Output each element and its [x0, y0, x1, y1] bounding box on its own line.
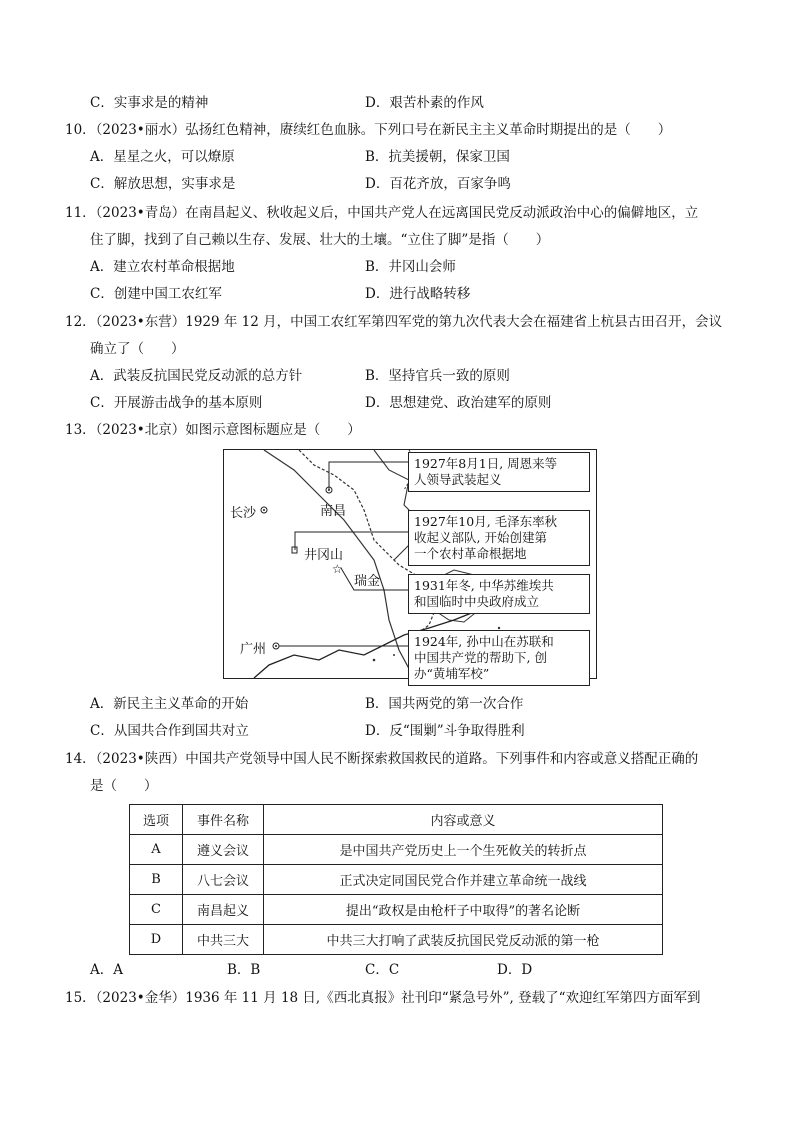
q10-stem: 10．（2023•丽水）弘扬红色精神，赓续红色血脉。下列口号在新民主主义革命时期提出的是（ ） — [65, 122, 672, 138]
q11-stem-line1: 11．（2023•青岛）在南昌起义、秋收起义后，中国共产党人在远离国民党反动派政治中心的偏僻地区，立 — [65, 205, 699, 221]
q14-option-c: C．C — [365, 962, 400, 978]
q12-stem-line2: 确立了（ ） — [90, 341, 185, 357]
q14-stem-line1: 14．（2023•陕西）中国共产党领导中国人民不断探索救国救民的道路。下列事件和内容或意义搭配正确的 — [65, 751, 699, 767]
table-row — [130, 865, 663, 895]
q15-stem-line1: 15．（2023•金华）1936 年 11 月 18 日,《西北真报》社刊印“紧急号外”, 登载了“欢迎红军第四方面军到 — [65, 990, 701, 1006]
q12-option-a: A．武装反抗国民党反动派的总方针 — [90, 368, 303, 384]
q9-option-c: C．实事求是的精神 — [90, 95, 209, 111]
q10-option-a: A．星星之火，可以燎原 — [90, 149, 235, 165]
cell-content: 是中国共产党历史上一个生死攸关的转折点 — [264, 835, 663, 865]
q12-option-b: B．坚持官兵一致的原则 — [365, 368, 510, 384]
q14-option-a: A．A — [90, 962, 123, 978]
header-content: 内容或意义 — [264, 805, 663, 835]
cell-option: C — [130, 895, 183, 925]
leader-line-1 — [329, 462, 408, 490]
cell-content: 中共三大打响了武装反抗国民党反动派的第一枪 — [264, 925, 663, 955]
label-changsha: 长沙 — [230, 506, 257, 521]
q10-option-c: C．解放思想，实事求是 — [90, 176, 236, 192]
q11-option-b: B．井冈山会师 — [365, 259, 456, 275]
q13-option-c: C．从国共合作到国共对立 — [90, 723, 249, 739]
q10-option-d: D．百花齐放，百家争鸣 — [365, 176, 511, 192]
callout-jinggangshan: 1927年10月, 毛泽东率秋 收起义部队, 开始创建第 一个农村革命根据地 — [408, 510, 590, 566]
q11-stem-line2: 住了脚，找到了自己赖以生存、发展、壮大的土壤。“立住了脚”是指（ ） — [90, 232, 550, 248]
label-guangzhou: 广州 — [240, 642, 267, 657]
q12-stem-line1: 12．（2023•东营）1929 年 12 月，中国工农红军第四军党的第九次代表大会在福建省上杭县古田召开，会议 — [65, 314, 723, 330]
header-option: 选项 — [130, 805, 183, 835]
cell-option: A — [130, 835, 183, 865]
q11-option-c: C．创建中国工农红军 — [90, 286, 222, 302]
q13-option-a: A．新民主主义革命的开始 — [90, 696, 249, 712]
cell-event: 遵义会议 — [183, 835, 264, 865]
cell-event: 八七会议 — [183, 865, 264, 895]
q14-stem-line2: 是（ ） — [90, 778, 158, 794]
callout-ruijin: 1931年冬, 中华苏维埃共 和国临时中央政府成立 — [408, 574, 590, 614]
q11-option-a: A．建立农村革命根据地 — [90, 259, 235, 275]
q14-option-d: D．D — [497, 962, 533, 978]
cell-option: B — [130, 865, 183, 895]
q13-map — [223, 449, 597, 679]
callout-whampoa: 1924年, 孙中山在苏联和 中国共产党的帮助下, 创 办“黄埔军校” — [408, 630, 590, 686]
cell-event: 南昌起义 — [183, 895, 264, 925]
table-row — [130, 895, 663, 925]
q10-option-b: B．抗美援朝，保家卫国 — [365, 149, 510, 165]
table-header-row — [130, 805, 663, 835]
cell-option: D — [130, 925, 183, 955]
label-jinggangshan: 井冈山 — [304, 548, 344, 563]
label-nanchang: 南昌 — [320, 504, 347, 519]
q14-table — [129, 804, 663, 955]
q13-option-d: D．反“围剿”斗争取得胜利 — [365, 723, 525, 739]
label-ruijin: 瑞金 — [354, 574, 381, 589]
q13-stem: 13．（2023•北京）如图示意图标题应是（ ） — [65, 422, 361, 438]
q9-option-d: D．艰苦朴素的作风 — [365, 95, 484, 111]
cell-event: 中共三大 — [183, 925, 264, 955]
q11-option-d: D．进行战略转移 — [365, 286, 471, 302]
header-event: 事件名称 — [183, 805, 264, 835]
table-row — [130, 925, 663, 955]
callout-nanchang-uprising: 1927年8月1日, 周恩来等 人领导武装起义 — [408, 452, 590, 492]
q14-option-b: B．B — [227, 962, 261, 978]
q12-option-d: D．思想建党、政治建军的原则 — [365, 395, 552, 411]
q13-option-b: B．国共两党的第一次合作 — [365, 696, 524, 712]
table-row — [130, 835, 663, 865]
cell-content: 提出“政权是由枪杆子中取得”的著名论断 — [264, 895, 663, 925]
cell-content: 正式决定同国民党合作并建立革命统一战线 — [264, 865, 663, 895]
ruijin-star-icon: ☆ — [332, 562, 343, 576]
q12-option-c: C．开展游击战争的基本原则 — [90, 395, 263, 411]
